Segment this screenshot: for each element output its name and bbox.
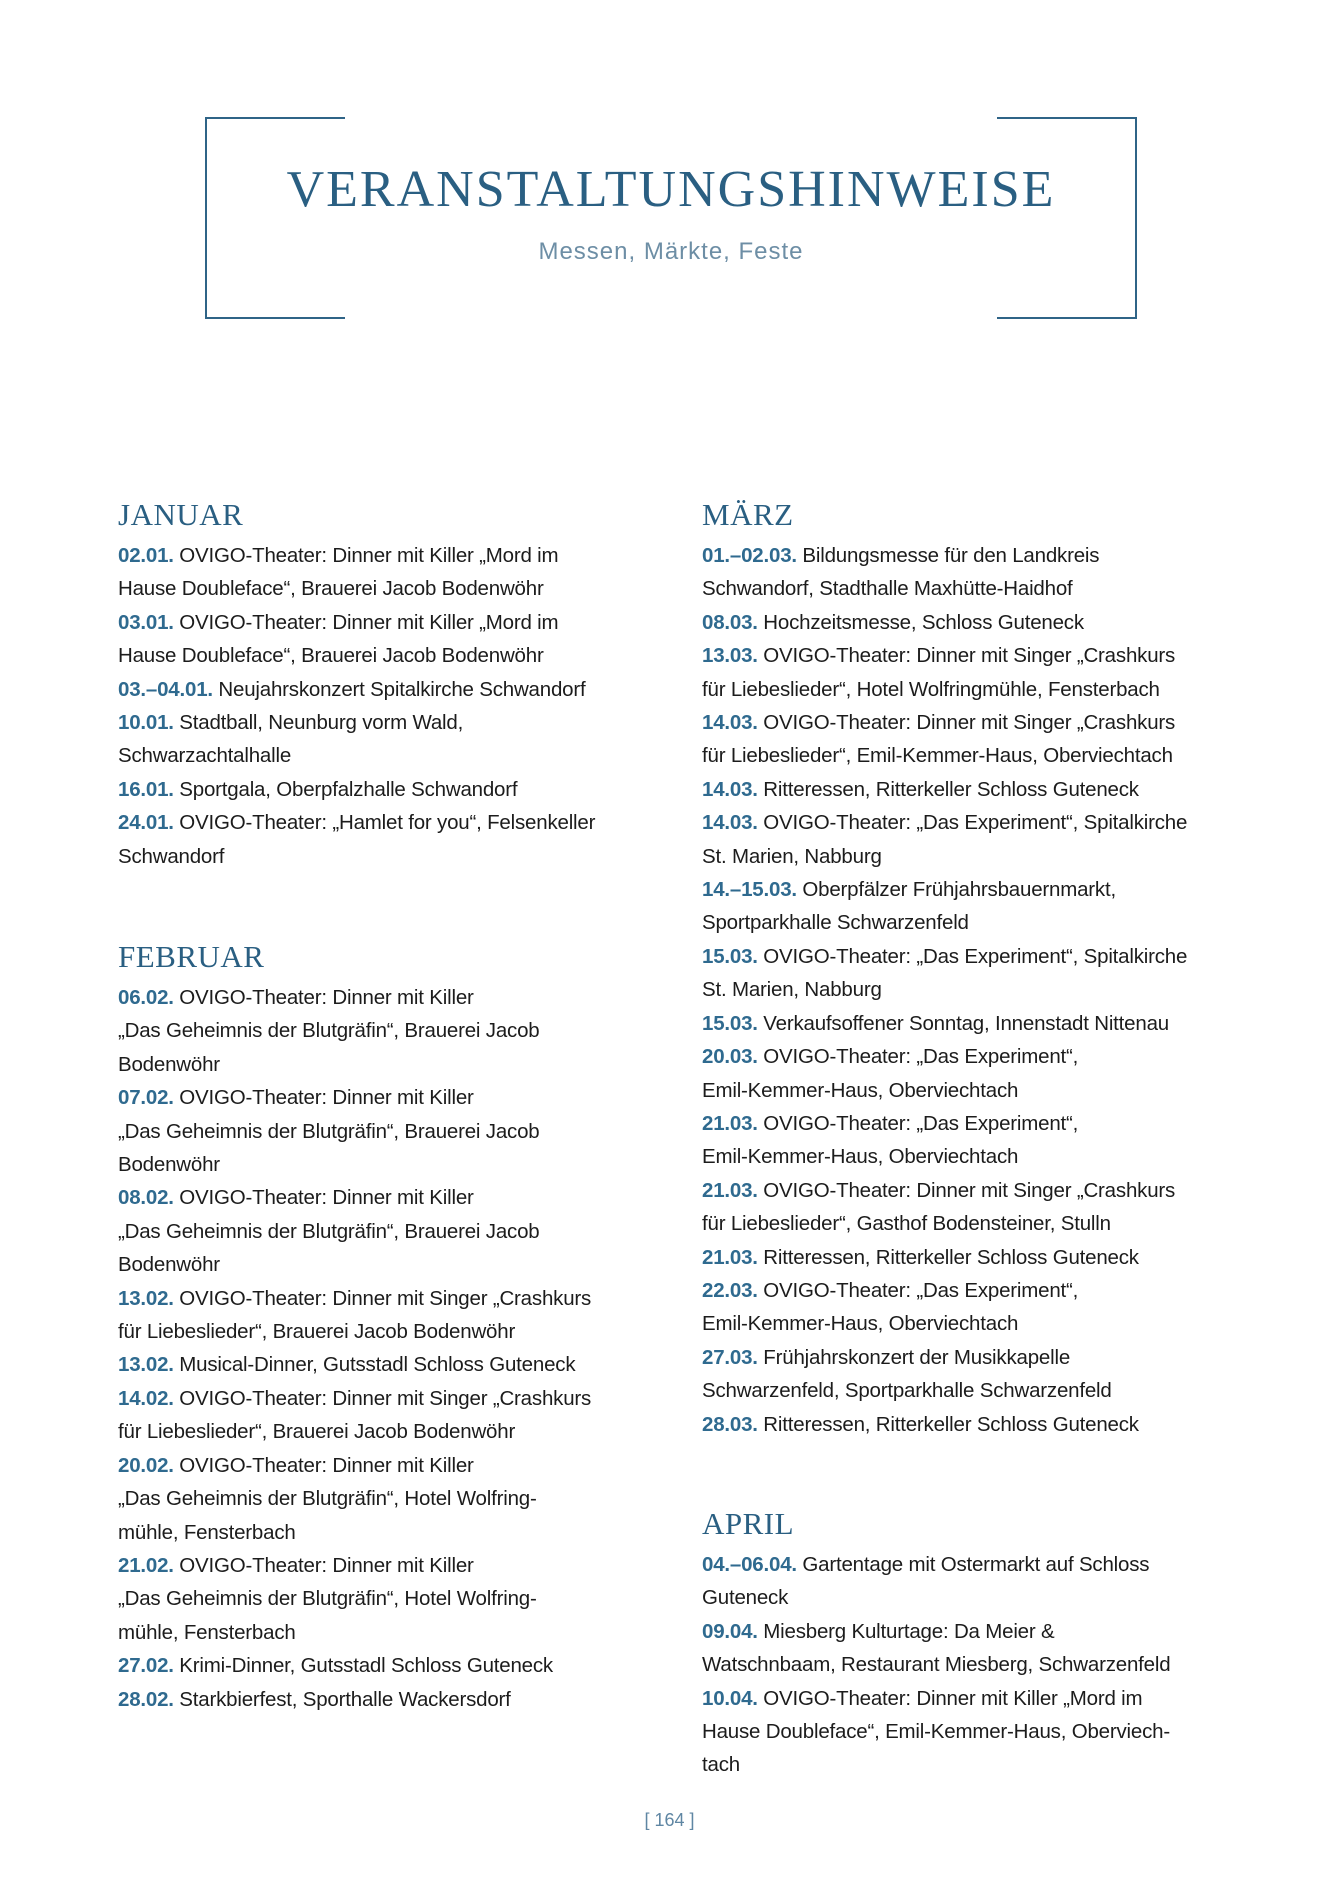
event-description: OVIGO-Theater: Dinner mit Killer „Mord im Hause Doubleface“, Brauerei Jacob Bodenwöhr [118, 544, 559, 601]
event-description: Stadtball, Neunburg vorm Wald, Schwarzachtalhalle [118, 711, 464, 768]
event-entry [702, 539, 1262, 606]
event-date: 28.02. [118, 1687, 174, 1711]
event-date: 14.03. [702, 811, 758, 835]
event-entry [118, 539, 678, 606]
event-entry [702, 606, 1262, 639]
event-date: 14.–15.03. [702, 878, 797, 902]
event-description: Sportgala, Oberpfalzhalle Schwandorf [179, 777, 518, 801]
month-heading: APRIL [702, 1506, 795, 1541]
event-entry [702, 1007, 1262, 1040]
event-entry [702, 1341, 1262, 1408]
event-entry [118, 773, 678, 806]
event-entry [702, 873, 1262, 940]
event-description: OVIGO-Theater: Dinner mit Singer „Crashkurs für Liebeslieder“, Brauerei Jacob Bodenwöhr [118, 1286, 592, 1344]
event-entry [702, 773, 1262, 806]
event-description: Musical-Dinner, Gutsstadl Schloss Guteneck [179, 1353, 576, 1377]
event-date: 14.03. [702, 711, 758, 735]
event-entry [118, 1549, 678, 1649]
page-subtitle: Messen, Märkte, Feste [538, 238, 804, 265]
event-date: 28.03. [702, 1412, 758, 1436]
event-date: 20.03. [702, 1045, 758, 1069]
event-description: OVIGO-Theater: „Das Experiment“, Emil-Kemmer-Haus, Oberviechtach [702, 1278, 1079, 1336]
event-date: 21.02. [118, 1553, 174, 1577]
event-date: 10.01. [118, 711, 174, 735]
event-description: Ritteressen, Ritterkeller Schloss Guteneck [763, 777, 1139, 801]
event-entry [702, 806, 1262, 873]
month-section [702, 1504, 1262, 1782]
frame-corner [997, 217, 1137, 319]
frame-corner [205, 217, 345, 319]
event-description: OVIGO-Theater: Dinner mit Singer „Crashkurs für Liebeslieder“, Gasthof Bodensteiner, Stulln [702, 1178, 1176, 1236]
event-entry [118, 1181, 678, 1281]
event-description: OVIGO-Theater: Dinner mit Singer „Crashkurs für Liebeslieder“, Emil-Kemmer-Haus, Oberviechtach [702, 711, 1176, 768]
month-heading: JANUAR [118, 497, 244, 532]
event-entry [702, 1682, 1262, 1782]
event-date: 06.02. [118, 986, 174, 1009]
event-description: OVIGO-Theater: Dinner mit Killer „Das Geheimnis der Blutgräfin“, Brauerei Jacob Bodenwöhr [118, 1086, 540, 1177]
event-date: 07.02. [118, 1086, 174, 1110]
event-entry [118, 1683, 678, 1716]
event-date: 03.01. [118, 610, 174, 634]
event-description: Starkbierfest, Sporthalle Wackersdorf [179, 1687, 511, 1711]
month-section [118, 937, 678, 1716]
event-description: OVIGO-Theater: Dinner mit Killer „Das Geheimnis der Blutgräfin“, Hotel Wolfring- mühle, Fensterbach [118, 1553, 537, 1644]
event-date: 24.01. [118, 811, 174, 835]
event-description: OVIGO-Theater: Dinner mit Killer „Das Geheimnis der Blutgräfin“, Brauerei Jacob Bodenwöhr [118, 986, 540, 1076]
event-date: 08.03. [702, 610, 758, 634]
event-date: 04.–06.04. [702, 1553, 797, 1576]
event-description: OVIGO-Theater: Dinner mit Singer „Crashkurs für Liebeslieder“, Hotel Wolfringmühle, Fensterbach [702, 644, 1176, 701]
event-description: OVIGO-Theater: „Hamlet for you“, Felsenkeller Schwandorf [118, 811, 596, 868]
event-entry [702, 1274, 1262, 1341]
event-entry [702, 1615, 1262, 1682]
event-entry [702, 1107, 1262, 1174]
event-entry [702, 639, 1262, 706]
event-entry [118, 981, 678, 1081]
event-entry [702, 1241, 1262, 1274]
event-description: Miesberg Kulturtage: Da Meier & Watschnbaam, Restaurant Miesberg, Schwarzenfeld [702, 1619, 1171, 1677]
event-description: OVIGO-Theater: Dinner mit Singer „Crashkurs für Liebeslieder“, Brauerei Jacob Bodenwöhr [118, 1386, 592, 1444]
event-entry [118, 673, 678, 706]
event-entry [118, 1449, 678, 1549]
page-title: VERANSTALTUNGSHINWEISE [286, 161, 1056, 218]
month-section [118, 495, 678, 873]
event-entry [702, 1174, 1262, 1241]
event-entry [702, 1548, 1262, 1615]
event-description: Oberpfälzer Frühjahrsbauernmarkt, Sportparkhalle Schwarzenfeld [702, 878, 1116, 935]
event-date: 02.01. [118, 544, 174, 567]
event-date: 10.04. [702, 1686, 758, 1710]
event-entry [118, 706, 678, 773]
event-entry [118, 1649, 678, 1682]
event-entry [118, 1348, 678, 1381]
event-description: OVIGO-Theater: Dinner mit Killer „Das Geheimnis der Blutgräfin“, Hotel Wolfring- mühle, Fensterbach [118, 1453, 537, 1544]
event-description: OVIGO-Theater: Dinner mit Killer „Mord im Hause Doubleface“, Brauerei Jacob Bodenwöhr [118, 610, 559, 668]
event-date: 03.–04.01. [118, 677, 213, 701]
event-description: Krimi-Dinner, Gutsstadl Schloss Guteneck [179, 1654, 553, 1678]
event-date: 27.02. [118, 1654, 174, 1678]
event-description: Ritteressen, Ritterkeller Schloss Guteneck [763, 1245, 1139, 1269]
event-description: OVIGO-Theater: „Das Experiment“, Spitalkirche St. Marien, Nabburg [702, 944, 1188, 1002]
event-entry [118, 806, 678, 873]
event-entry [118, 1382, 678, 1449]
event-description: Bildungsmesse für den Landkreis Schwandorf, Stadthalle Maxhütte-Haidhof [702, 544, 1100, 601]
event-entry [702, 1040, 1262, 1107]
event-entry [118, 606, 678, 673]
event-entry [118, 1081, 678, 1181]
event-entry [702, 1408, 1262, 1441]
event-description: OVIGO-Theater: „Das Experiment“, Emil-Kemmer-Haus, Oberviechtach [702, 1111, 1079, 1169]
event-date: 21.03. [702, 1178, 758, 1202]
event-description: OVIGO-Theater: Dinner mit Killer „Das Geheimnis der Blutgräfin“, Brauerei Jacob Bodenwöhr [118, 1186, 540, 1277]
event-description: OVIGO-Theater: Dinner mit Killer „Mord im Hause Doubleface“, Emil-Kemmer-Haus, Oberviech- tach [702, 1686, 1170, 1777]
event-date: 21.03. [702, 1111, 758, 1135]
event-date: 08.02. [118, 1186, 174, 1210]
event-date: 27.03. [702, 1345, 758, 1369]
event-date: 01.–02.03. [702, 544, 797, 567]
page-number: [ 164 ] [644, 1810, 695, 1830]
event-date: 15.03. [702, 1011, 758, 1035]
month-heading: FEBRUAR [118, 939, 265, 974]
event-date: 13.03. [702, 644, 758, 668]
event-entry [702, 706, 1262, 773]
event-description: Verkaufsoffener Sonntag, Innenstadt Nittenau [763, 1011, 1169, 1035]
event-date: 22.03. [702, 1278, 758, 1302]
event-date: 16.01. [118, 777, 174, 801]
month-heading: MÄRZ [702, 497, 794, 532]
event-date: 20.02. [118, 1453, 174, 1477]
event-description: Neujahrskonzert Spitalkirche Schwandorf [218, 677, 586, 701]
event-description: Gartentage mit Ostermarkt auf Schloss Guteneck [702, 1553, 1150, 1610]
month-section [702, 495, 1262, 1441]
event-description: Frühjahrskonzert der Musikkapelle Schwarzenfeld, Sportparkhalle Schwarzenfeld [702, 1345, 1112, 1403]
event-date: 14.02. [118, 1386, 174, 1410]
event-description: OVIGO-Theater: „Das Experiment“, Spitalkirche St. Marien, Nabburg [702, 811, 1188, 868]
event-description: Ritteressen, Ritterkeller Schloss Guteneck [763, 1412, 1139, 1436]
event-description: OVIGO-Theater: „Das Experiment“, Emil-Kemmer-Haus, Oberviechtach [702, 1045, 1079, 1102]
event-date: 21.03. [702, 1245, 758, 1269]
event-date: 13.02. [118, 1353, 174, 1377]
event-entry [118, 1282, 678, 1349]
event-entry [702, 940, 1262, 1007]
event-date: 14.03. [702, 777, 758, 801]
event-date: 13.02. [118, 1286, 174, 1310]
event-date: 09.04. [702, 1619, 758, 1643]
event-date: 15.03. [702, 944, 758, 968]
event-description: Hochzeitsmesse, Schloss Guteneck [763, 610, 1084, 634]
